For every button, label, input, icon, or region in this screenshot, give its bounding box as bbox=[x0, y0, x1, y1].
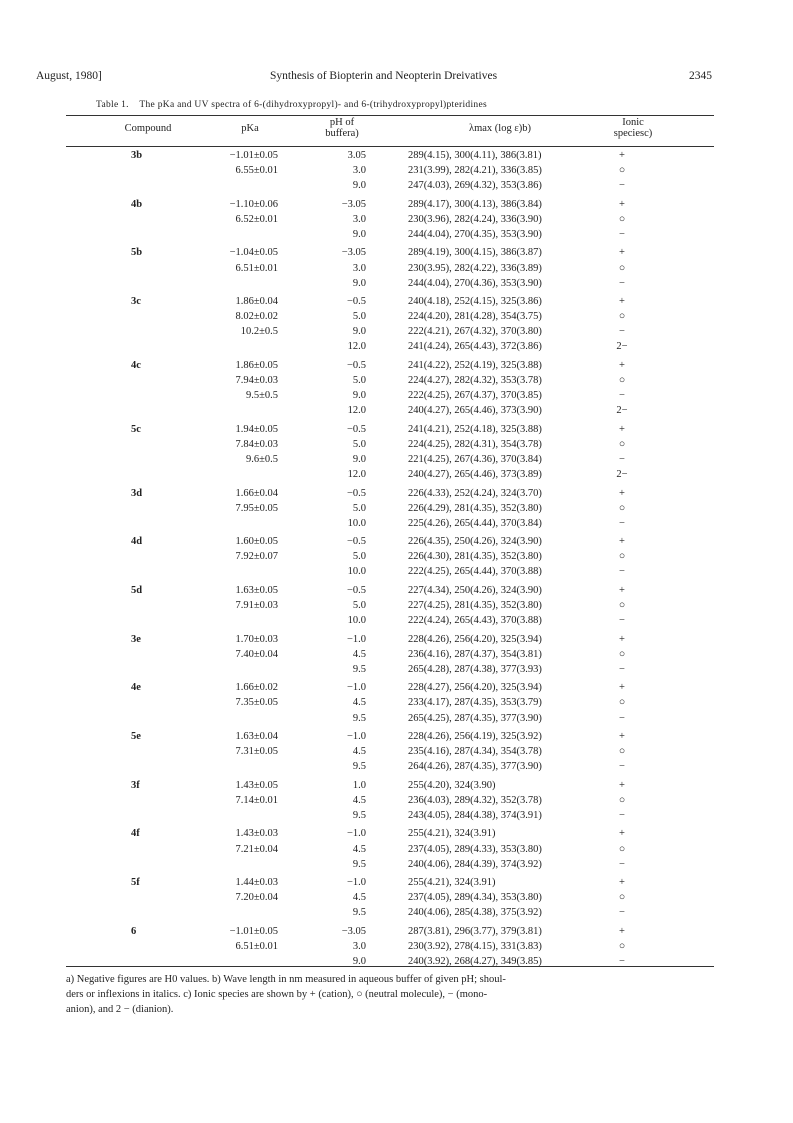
lambda-max-values: 247(4.03), 269(4.32), 353(3.86) bbox=[408, 180, 542, 192]
lambda-max-values: 241(4.21), 252(4.18), 325(3.88) bbox=[408, 423, 542, 435]
lambda-max-values: 228(4.27), 256(4.20), 325(3.94) bbox=[408, 682, 542, 694]
ionic-species: ○ bbox=[618, 375, 626, 386]
ph-value: 9.5 bbox=[352, 712, 366, 724]
ph-value: 3.0 bbox=[352, 165, 366, 177]
ph-value: −0.5 bbox=[346, 536, 366, 548]
ionic-species: + bbox=[619, 536, 625, 548]
pka-value: 7.94±0.03 bbox=[235, 375, 278, 386]
compound-id: 4c bbox=[131, 359, 141, 371]
pka-value: 6.55±0.01 bbox=[235, 165, 278, 177]
table-title: The pKa and UV spectra of 6-(dihydroxypropyl)- and 6-(trihydroxypropyl)pteridines bbox=[139, 100, 487, 110]
lambda-max-values: 227(4.25), 281(4.35), 352(3.80) bbox=[408, 600, 542, 611]
header-ph-buffer: pH of buffera) bbox=[325, 117, 359, 139]
lambda-max-values: 265(4.25), 287(4.35), 377(3.90) bbox=[408, 712, 542, 724]
lambda-max-values: 230(3.96), 282(4.24), 336(3.90) bbox=[408, 213, 542, 225]
header-compound: Compound bbox=[124, 123, 172, 134]
ph-value: 9.0 bbox=[352, 956, 366, 967]
footnote-line-3: anion), and 2 − (dianion). bbox=[66, 1004, 174, 1015]
ionic-species: + bbox=[619, 731, 625, 742]
running-head bbox=[36, 70, 712, 88]
pka-value: 7.91±0.03 bbox=[235, 600, 278, 611]
lambda-max-values: 287(3.81), 296(3.77), 379(3.81) bbox=[408, 925, 542, 937]
ionic-species: + bbox=[619, 828, 625, 840]
lambda-max-values: 240(4.18), 252(4.15), 325(3.86) bbox=[408, 296, 542, 308]
lambda-max-values: 228(4.26), 256(4.19), 325(3.92) bbox=[408, 731, 542, 742]
ph-value: 4.5 bbox=[352, 648, 366, 660]
ionic-species: − bbox=[619, 228, 625, 240]
compound-id: 3d bbox=[131, 487, 143, 499]
pka-value: −1.01±0.05 bbox=[229, 925, 278, 937]
ph-value: 4.5 bbox=[352, 843, 366, 855]
ph-value: −0.5 bbox=[346, 296, 366, 308]
ph-value: 5.0 bbox=[352, 551, 366, 563]
ionic-species: + bbox=[619, 779, 625, 791]
ionic-species: ○ bbox=[618, 843, 626, 855]
ionic-species: − bbox=[619, 566, 625, 578]
issue-date: August, 1980] bbox=[36, 70, 102, 82]
pka-value: 1.60±0.05 bbox=[235, 536, 278, 548]
footnote-line-2: ders or inflexions in italics. c) Ionic species are shown by + (cation), ○ (neutral molecule), − (mono- bbox=[66, 989, 488, 1000]
lambda-max-values: 244(4.04), 270(4.35), 353(3.90) bbox=[408, 228, 542, 240]
compound-id: 3f bbox=[131, 779, 140, 791]
ionic-species: − bbox=[619, 712, 625, 724]
compound-id: 4f bbox=[131, 828, 140, 840]
header-lambda-max: λmax (log ε)b) bbox=[469, 123, 531, 134]
lambda-max-values: 230(3.95), 282(4.22), 336(3.89) bbox=[408, 262, 542, 274]
ionic-species: − bbox=[619, 326, 625, 338]
lambda-max-values: 237(4.05), 289(4.33), 353(3.80) bbox=[408, 843, 542, 855]
ph-value: −1.0 bbox=[346, 682, 366, 694]
ph-value: 10.0 bbox=[347, 566, 366, 578]
ionic-species: + bbox=[619, 423, 625, 435]
table-footnotes bbox=[66, 972, 716, 1017]
ionic-species: + bbox=[619, 584, 625, 596]
lambda-max-values: 227(4.34), 250(4.26), 324(3.90) bbox=[408, 584, 542, 596]
lambda-max-values: 221(4.25), 267(4.36), 370(3.84) bbox=[408, 453, 542, 465]
ionic-species: 2− bbox=[616, 341, 628, 353]
ph-value: 9.5 bbox=[352, 761, 366, 773]
lambda-max-values: 222(4.24), 265(4.43), 370(3.88) bbox=[408, 615, 542, 627]
ph-value: 9.5 bbox=[352, 809, 366, 821]
ionic-species: + bbox=[619, 925, 625, 937]
ph-value: 4.5 bbox=[352, 697, 366, 709]
pka-value: 6.52±0.01 bbox=[235, 213, 278, 225]
ionic-species: ○ bbox=[618, 940, 626, 952]
lambda-max-values: 225(4.26), 265(4.44), 370(3.84) bbox=[408, 517, 542, 529]
pka-value: 8.02±0.02 bbox=[235, 311, 278, 323]
lambda-max-values: 243(4.05), 284(4.38), 374(3.91) bbox=[408, 809, 542, 821]
lambda-max-values: 228(4.26), 256(4.20), 325(3.94) bbox=[408, 633, 542, 645]
ionic-species: ○ bbox=[618, 213, 626, 225]
pka-value: 7.92±0.07 bbox=[235, 551, 278, 563]
ph-value: −3.05 bbox=[341, 925, 366, 937]
ionic-species: ○ bbox=[618, 165, 626, 177]
ph-value: 9.0 bbox=[352, 390, 366, 402]
ph-value: 9.5 bbox=[352, 663, 366, 675]
ph-value: 3.0 bbox=[352, 940, 366, 952]
pka-value: 7.20±0.04 bbox=[235, 892, 278, 904]
ionic-species: − bbox=[619, 858, 625, 870]
ph-value: 9.0 bbox=[352, 277, 366, 289]
ionic-species: ○ bbox=[618, 794, 626, 806]
ionic-species: 2− bbox=[616, 405, 628, 417]
pka-value: 7.84±0.03 bbox=[235, 438, 278, 450]
ph-value: −1.0 bbox=[346, 633, 366, 645]
pka-value: 6.51±0.01 bbox=[235, 940, 278, 952]
pka-value: 1.70±0.03 bbox=[235, 633, 278, 645]
pka-value: 7.14±0.01 bbox=[235, 794, 278, 806]
ph-value: 4.5 bbox=[352, 794, 366, 806]
lambda-max-values: 230(3.92), 278(4.15), 331(3.83) bbox=[408, 940, 542, 952]
footnote-line-1: a) Negative figures are H0 values. b) Wave length in nm measured in aqueous buffer of given pH; shoul- bbox=[66, 974, 506, 985]
ionic-species: − bbox=[619, 180, 625, 192]
lambda-max-values: 264(4.26), 287(4.35), 377(3.90) bbox=[408, 761, 542, 773]
ph-value: 9.5 bbox=[352, 907, 366, 919]
ph-value: 5.0 bbox=[352, 502, 366, 514]
lambda-max-values: 289(4.17), 300(4.13), 386(3.84) bbox=[408, 198, 542, 210]
ionic-species: + bbox=[619, 487, 625, 499]
ionic-species: ○ bbox=[618, 551, 626, 563]
ph-value: 12.0 bbox=[347, 405, 366, 417]
pka-value: 1.86±0.04 bbox=[235, 296, 278, 308]
ionic-species: + bbox=[619, 198, 625, 210]
pka-value: 1.86±0.05 bbox=[235, 359, 278, 371]
ph-value: 10.0 bbox=[347, 517, 366, 529]
lambda-max-values: 240(4.06), 285(4.38), 375(3.92) bbox=[408, 907, 542, 919]
ionic-species: + bbox=[619, 359, 625, 371]
ph-value: −0.5 bbox=[346, 359, 366, 371]
pka-value: 7.95±0.05 bbox=[235, 502, 278, 514]
ionic-species: ○ bbox=[618, 600, 626, 611]
ionic-species: − bbox=[619, 277, 625, 289]
pka-value: 1.44±0.03 bbox=[235, 877, 278, 889]
ionic-species: − bbox=[619, 809, 625, 821]
lambda-max-values: 222(4.21), 267(4.32), 370(3.80) bbox=[408, 326, 542, 338]
ph-value: 12.0 bbox=[347, 469, 366, 480]
compound-id: 4b bbox=[131, 198, 143, 210]
compound-id: 5c bbox=[131, 423, 141, 435]
ionic-species: − bbox=[619, 615, 625, 627]
ph-value: −1.0 bbox=[346, 731, 366, 742]
ph-value: 5.0 bbox=[352, 375, 366, 386]
lambda-max-values: 235(4.16), 287(4.34), 354(3.78) bbox=[408, 746, 542, 758]
header-pka: pKa bbox=[241, 123, 259, 134]
ph-value: −1.0 bbox=[346, 828, 366, 840]
ph-value: 4.5 bbox=[352, 746, 366, 758]
pka-value: 7.31±0.05 bbox=[235, 746, 278, 758]
lambda-max-values: 265(4.28), 287(4.38), 377(3.93) bbox=[408, 663, 542, 675]
ph-value: −0.5 bbox=[346, 584, 366, 596]
ionic-species: ○ bbox=[618, 502, 626, 514]
pka-value: 7.21±0.04 bbox=[235, 843, 278, 855]
ionic-species: − bbox=[619, 390, 625, 402]
pka-value: −1.04±0.05 bbox=[229, 247, 278, 259]
ionic-species: ○ bbox=[618, 648, 626, 660]
compound-id: 3b bbox=[131, 150, 143, 161]
ionic-species: + bbox=[619, 150, 625, 161]
ph-value: −0.5 bbox=[346, 487, 366, 499]
pka-value: 1.94±0.05 bbox=[235, 423, 278, 435]
compound-id: 4d bbox=[131, 536, 143, 548]
pka-value: 1.43±0.05 bbox=[235, 779, 278, 791]
table-header-rule bbox=[66, 146, 714, 147]
lambda-max-values: 226(4.35), 250(4.26), 324(3.90) bbox=[408, 536, 542, 548]
compound-id: 3e bbox=[131, 633, 141, 645]
pka-value: −1.01±0.05 bbox=[229, 150, 278, 161]
ph-value: 9.5 bbox=[352, 858, 366, 870]
ionic-species: − bbox=[619, 453, 625, 465]
ph-value: 5.0 bbox=[352, 311, 366, 323]
pka-value: 1.63±0.04 bbox=[235, 731, 278, 742]
ionic-species: + bbox=[619, 877, 625, 889]
lambda-max-values: 289(4.15), 300(4.11), 386(3.81) bbox=[408, 150, 542, 161]
ionic-species: ○ bbox=[618, 311, 626, 323]
ionic-species: − bbox=[619, 761, 625, 773]
ionic-species: + bbox=[619, 682, 625, 694]
ph-value: 9.0 bbox=[352, 180, 366, 192]
table-top-rule bbox=[66, 115, 714, 116]
lambda-max-values: 233(4.17), 287(4.35), 353(3.79) bbox=[408, 697, 542, 709]
ph-value: 3.05 bbox=[347, 150, 366, 161]
ph-value: 9.0 bbox=[352, 453, 366, 465]
lambda-max-values: 222(4.25), 267(4.37), 370(3.85) bbox=[408, 390, 542, 402]
lambda-max-values: 226(4.30), 281(4.35), 352(3.80) bbox=[408, 551, 542, 563]
ph-value: −0.5 bbox=[346, 423, 366, 435]
pka-value: 9.6±0.5 bbox=[245, 453, 278, 465]
ph-value: 12.0 bbox=[347, 341, 366, 353]
lambda-max-values: 240(4.27), 265(4.46), 373(3.90) bbox=[408, 405, 542, 417]
pka-value: 7.40±0.04 bbox=[235, 648, 278, 660]
ph-value: 9.0 bbox=[352, 326, 366, 338]
lambda-max-values: 226(4.33), 252(4.24), 324(3.70) bbox=[408, 487, 542, 499]
ionic-species: + bbox=[619, 296, 625, 308]
lambda-max-values: 255(4.21), 324(3.91) bbox=[408, 877, 496, 889]
ph-value: 9.0 bbox=[352, 228, 366, 240]
ionic-species: ○ bbox=[618, 697, 626, 709]
ph-value: −1.0 bbox=[346, 877, 366, 889]
compound-id: 5b bbox=[131, 247, 143, 259]
ionic-species: + bbox=[619, 633, 625, 645]
lambda-max-values: 236(4.16), 287(4.37), 354(3.81) bbox=[408, 648, 542, 660]
compound-id: 5d bbox=[131, 584, 143, 596]
pka-value: 1.63±0.05 bbox=[235, 584, 278, 596]
ph-value: 3.0 bbox=[352, 262, 366, 274]
table-label: Table 1. bbox=[96, 100, 129, 110]
pka-value: −1.10±0.06 bbox=[229, 198, 278, 210]
page-number: 2345 bbox=[689, 70, 712, 82]
lambda-max-values: 231(3.99), 282(4.21), 336(3.85) bbox=[408, 165, 542, 177]
lambda-max-values: 255(4.21), 324(3.91) bbox=[408, 828, 496, 840]
ionic-species: ○ bbox=[618, 438, 626, 450]
lambda-max-values: 240(4.27), 265(4.46), 373(3.89) bbox=[408, 469, 542, 480]
ionic-species: ○ bbox=[618, 262, 626, 274]
ph-value: 5.0 bbox=[352, 438, 366, 450]
lambda-max-values: 224(4.25), 282(4.31), 354(3.78) bbox=[408, 438, 542, 450]
compound-id: 6 bbox=[131, 925, 137, 937]
ionic-species: − bbox=[619, 663, 625, 675]
lambda-max-values: 224(4.20), 281(4.28), 354(3.75) bbox=[408, 311, 542, 323]
lambda-max-values: 236(4.03), 289(4.32), 352(3.78) bbox=[408, 794, 542, 806]
lambda-max-values: 241(4.24), 265(4.43), 372(3.86) bbox=[408, 341, 542, 353]
pka-value: 1.66±0.04 bbox=[235, 487, 278, 499]
pka-value: 1.66±0.02 bbox=[235, 682, 278, 694]
ph-value: 5.0 bbox=[352, 600, 366, 611]
lambda-max-values: 241(4.22), 252(4.19), 325(3.88) bbox=[408, 359, 542, 371]
compound-id: 5f bbox=[131, 877, 140, 889]
ph-value: 10.0 bbox=[347, 615, 366, 627]
pka-value: 1.43±0.03 bbox=[235, 828, 278, 840]
pka-value: 7.35±0.05 bbox=[235, 697, 278, 709]
ph-value: 1.0 bbox=[352, 779, 366, 791]
lambda-max-values: 222(4.25), 265(4.44), 370(3.88) bbox=[408, 566, 542, 578]
ph-value: 3.0 bbox=[352, 213, 366, 225]
ionic-species: 2− bbox=[616, 469, 628, 480]
compound-id: 3c bbox=[131, 296, 141, 308]
table-caption bbox=[96, 100, 696, 110]
ionic-species: − bbox=[619, 956, 625, 967]
pka-value: 9.5±0.5 bbox=[245, 390, 278, 402]
ionic-species: + bbox=[619, 247, 625, 259]
ph-value: 4.5 bbox=[352, 892, 366, 904]
header-ionic-species: Ionic speciesc) bbox=[613, 117, 653, 139]
lambda-max-values: 226(4.29), 281(4.35), 352(3.80) bbox=[408, 502, 542, 514]
ionic-species: − bbox=[619, 517, 625, 529]
ph-value: −3.05 bbox=[341, 247, 366, 259]
table-bottom-rule bbox=[66, 966, 714, 967]
ionic-species: ○ bbox=[618, 746, 626, 758]
compound-id: 4e bbox=[131, 682, 141, 694]
ionic-species: ○ bbox=[618, 892, 626, 904]
article-title: Synthesis of Biopterin and Neopterin Dreivatives bbox=[270, 70, 498, 82]
lambda-max-values: 240(4.06), 284(4.39), 374(3.92) bbox=[408, 858, 542, 870]
pka-value: 6.51±0.01 bbox=[235, 262, 278, 274]
lambda-max-values: 244(4.04), 270(4.36), 353(3.90) bbox=[408, 277, 542, 289]
ph-value: −3.05 bbox=[341, 198, 366, 210]
lambda-max-values: 237(4.05), 289(4.34), 353(3.80) bbox=[408, 892, 542, 904]
lambda-max-values: 255(4.20), 324(3.90) bbox=[408, 779, 496, 791]
compound-id: 5e bbox=[131, 731, 141, 742]
ionic-species: − bbox=[619, 907, 625, 919]
pka-value: 10.2±0.5 bbox=[240, 326, 278, 338]
lambda-max-values: 289(4.19), 300(4.15), 386(3.87) bbox=[408, 247, 542, 259]
lambda-max-values: 240(3.92), 268(4.27), 349(3.85) bbox=[408, 956, 542, 967]
lambda-max-values: 224(4.27), 282(4.32), 353(3.78) bbox=[408, 375, 542, 386]
